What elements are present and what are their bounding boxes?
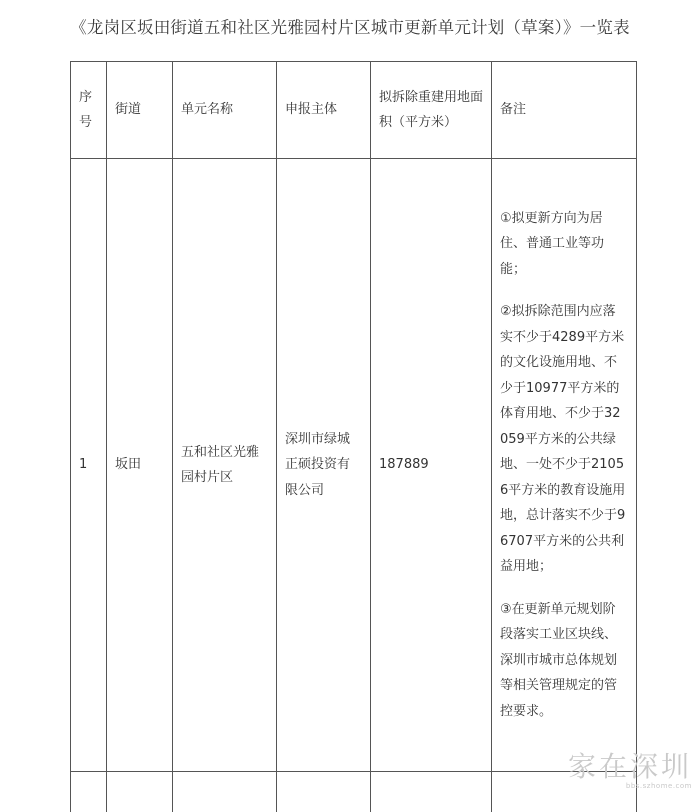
document-title: 《龙岗区坂田街道五和社区光雅园村片区城市更新单元计划（草案）》一览表 xyxy=(0,14,700,38)
cell-index: 1 xyxy=(71,159,107,772)
plan-table xyxy=(70,61,637,812)
header-remarks: 备注 xyxy=(492,62,637,159)
cell-unit-name: 五和社区光雅园村片区 xyxy=(173,159,277,772)
watermark-text: 家在深圳 xyxy=(568,752,692,782)
cell-street: 坂田 xyxy=(107,159,173,772)
cell-remarks xyxy=(492,159,637,772)
remark-2: ②拟拆除范围内应落实不少于4289平方米的文化设施用地、不少于10977平方米的体育用地、不少于32059平方米的公共绿地、一处不少于21056平方米的教育设施用地，总计落实不少于96707平方米的公共利益用地； xyxy=(500,299,628,580)
remark-3: ③在更新单元规划阶段落实工业区块线、深圳市城市总体规划等相关管理规定的管控要求。 xyxy=(500,597,628,725)
header-street: 街道 xyxy=(107,62,173,159)
cell-area: 187889 xyxy=(371,159,492,772)
table-header-row xyxy=(71,62,637,159)
remark-1: ①拟更新方向为居住、普通工业等功能； xyxy=(500,206,628,283)
header-index: 序号 xyxy=(71,62,107,159)
cell-applicant: 深圳市绿城正硕投资有限公司 xyxy=(277,159,371,772)
table-row-empty xyxy=(71,772,637,812)
header-unit-name: 单元名称 xyxy=(173,62,277,159)
header-area: 拟拆除重建用地面积（平方米） xyxy=(371,62,492,159)
header-applicant: 申报主体 xyxy=(277,62,371,159)
table-row xyxy=(71,159,637,772)
watermark-url: bbs.szhome.com xyxy=(568,782,692,791)
